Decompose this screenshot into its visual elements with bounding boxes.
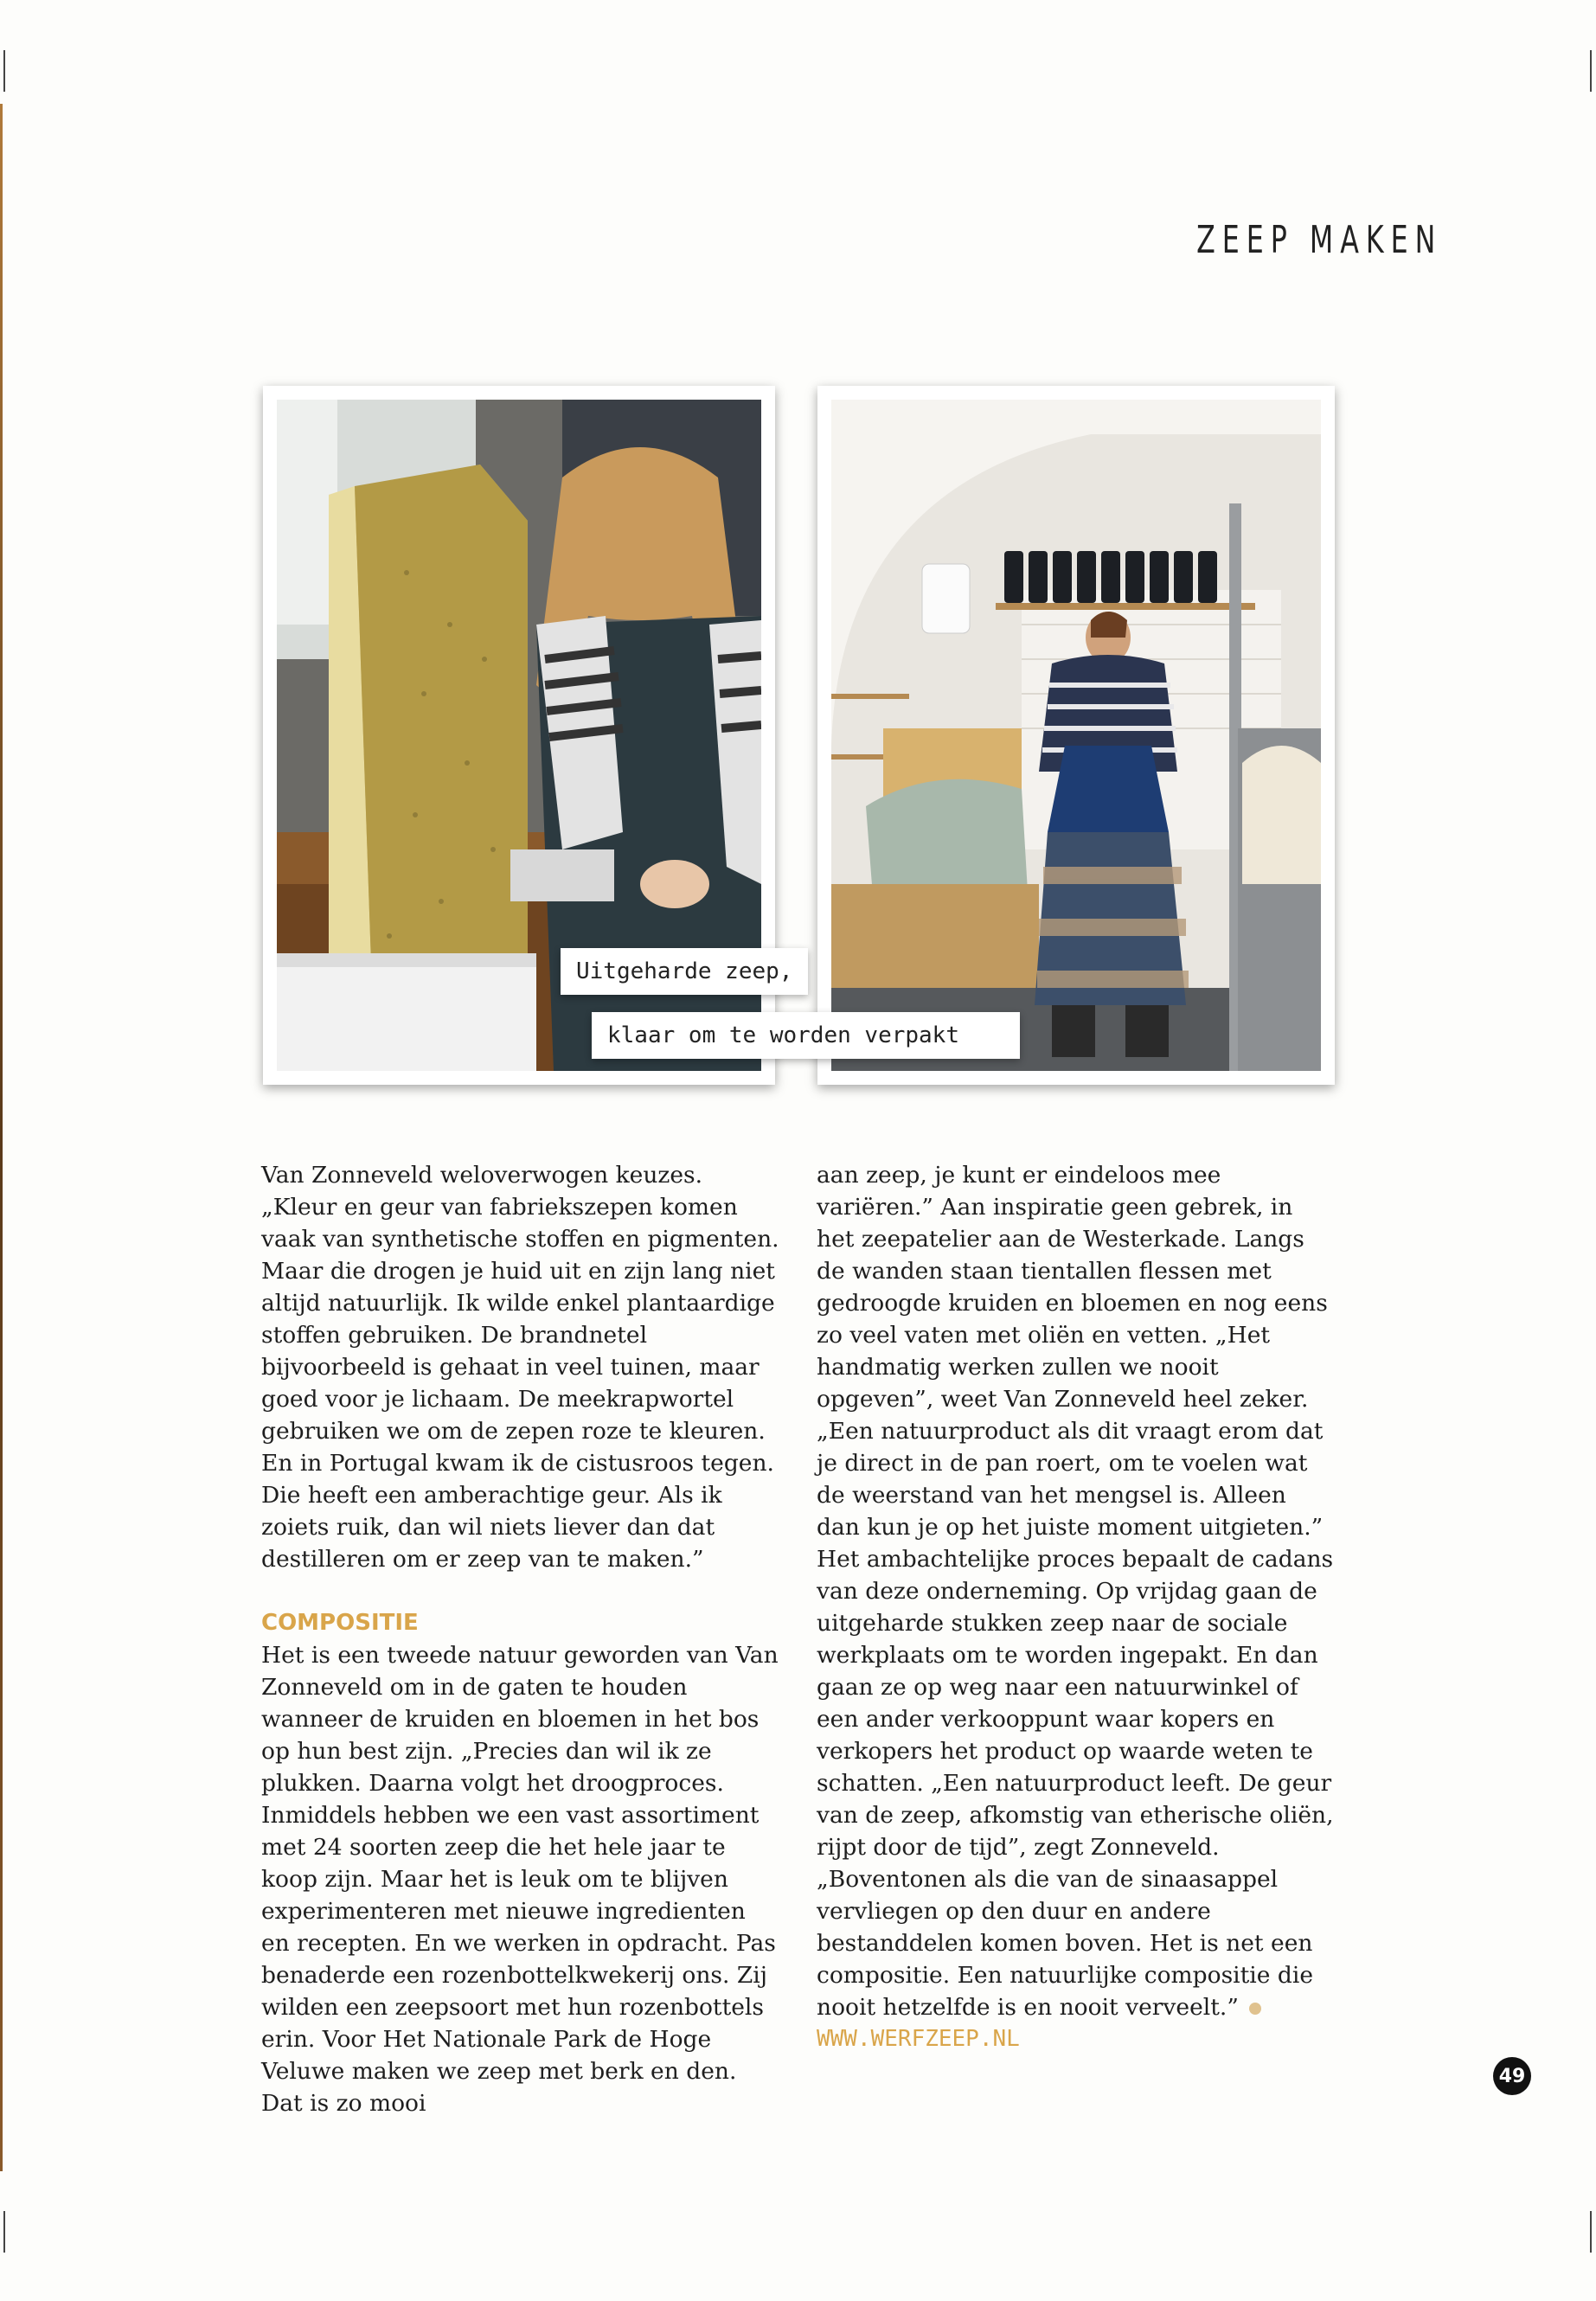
crop-mark: [3, 50, 5, 92]
page-number: 49: [1493, 2057, 1531, 2095]
article-body-paragraph: aan zeep, je kunt er eindeloos mee variëren.” Aan inspiratie geen gebrek, in het zeepatelier aan de Westerkade. Langs de wanden staan tientallen flessen met gedroogde kruiden en bloemen en nog eens zo veel vaten met oliën en vetten. „Het handmatig werken zullen we nooit opgeven”, weet Van Zonneveld heel zeker. „Een natuurproduct als dit vraagt erom dat je direct in de pan roert, om te voelen wat de weerstand van het mengsel is. Alleen dan kun je op het juiste moment uitgieten.” Het ambachtelijke proces bepaalt de cadans van deze onderneming. Op vrijdag gaan de uitgeharde stukken zeep naar de sociale werkplaats om te worden ingepakt. En dan gaan ze op weg naar een natuurwinkel of een ander verkooppunt waar kopers en verkopers het product op waarde weten te schatten. „Een natuurproduct leeft. De geur van de zeep, afkomstig van etherische oliën, rijpt door de tijd”, zegt Zonneveld. „Boventonen als die van de sinaasappel vervliegen op den duur en andere bestanddelen komen boven. Het is net een compositie. Een natuurlijke compositie die nooit hetzelfde is en nooit verveelt.”: [817, 1162, 1334, 2021]
section-label: ZEEP MAKEN: [1195, 218, 1442, 262]
article-column-2: [817, 1159, 1336, 2055]
article-intro-paragraph: Van Zonneveld weloverwogen keuzes. „Kleur en geur van fabriekszepen komen vaak van synthetische stoffen en pigmenten. Maar die drogen je huid uit en zijn lang niet altijd natuurlijk. Ik wilde enkel plantaardige stoffen gebruiken. De brandnetel bijvoorbeeld is gehaat in veel tuinen, maar goed voor je lichaam. De meekrapwortel gebruiken we om de zepen roze te kleuren. En in Portugal kwam ik de cistusroos tegen. Die heeft een amberachtige geur. Als ik zoiets ruik, dan wil niets liever dan dat destilleren om er zeep van te maken.”: [261, 1162, 779, 1573]
website-link[interactable]: WWW.WERFZEEP.NL: [817, 2026, 1020, 2052]
article-column-1: [261, 1159, 780, 2119]
article-body-paragraph: Het is een tweede natuur geworden van Van Zonneveld om in de gaten te houden wanneer de kruiden en bloemen in het bos op hun best zijn. „Precies dan wil ik ze plukken. Daarna volgt het droogproces. Inmiddels hebben we een vast assortiment met 24 soorten zeep die het hele jaar te koop zijn. Maar het is leuk om te blijven experimenteren met nieuwe ingredienten en recepten. En we werken in opdracht. Pas benaderde een rozenbottelkwekerij ons. Zij wilden een zeepsoort met hun rozenbottels erin. Voor Het Nationale Park de Hoge Veluwe maken we zeep met berk en den. Dat is zo mooi: [261, 1642, 779, 2117]
photo-caption-line1: Uitgeharde zeep,: [561, 948, 808, 995]
crop-mark: [1590, 50, 1592, 92]
article-subheading: COMPOSITIE: [261, 1610, 419, 1636]
photo-workshop: [831, 400, 1321, 1071]
end-mark-icon: [1249, 2003, 1261, 2015]
photo-frame-right: [817, 386, 1335, 1085]
page-spine: [0, 104, 3, 2171]
crop-mark: [1590, 2211, 1592, 2253]
photo-caption-line2: klaar om te worden verpakt: [592, 1012, 1020, 1059]
crop-mark: [3, 2211, 5, 2253]
